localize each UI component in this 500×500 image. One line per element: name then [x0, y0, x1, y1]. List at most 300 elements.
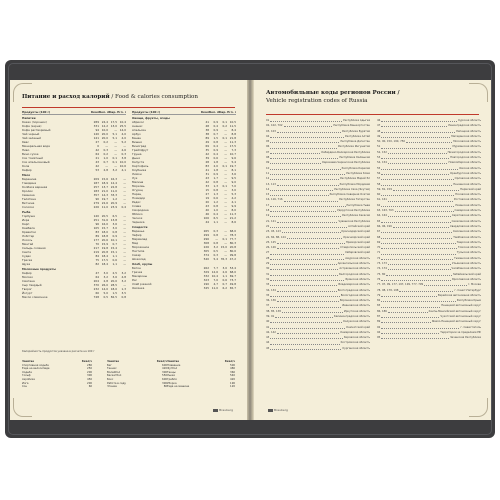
- header-cell: Продукты (100 г): [132, 110, 161, 114]
- region-code: 10: [266, 166, 270, 170]
- food-value: 40: [205, 208, 209, 212]
- region-code: 25, 125: [266, 240, 276, 244]
- activity-header-cell: Ккал/ч: [81, 360, 92, 363]
- food-value: 5,3: [231, 192, 236, 196]
- region-code: 67: [377, 230, 381, 234]
- food-value: 0,7: [222, 282, 227, 286]
- leader-dots: [381, 250, 456, 254]
- region-codes-col1: [266, 118, 370, 351]
- food-value: 21: [95, 156, 99, 160]
- food-value: 0,1: [112, 160, 117, 164]
- food-value: 9,0: [231, 180, 236, 184]
- food-value: 257: [93, 185, 99, 189]
- food-value: 49,8: [229, 282, 236, 286]
- food-value: —: [123, 250, 126, 254]
- right-page: [253, 80, 491, 420]
- region-name: Амурская область: [345, 256, 370, 260]
- region-code: 68: [377, 235, 381, 239]
- food-value: 3,5: [121, 291, 126, 295]
- food-value: 4,8: [121, 275, 126, 279]
- activity-cell: 600: [162, 377, 167, 381]
- leader-dots: [270, 176, 339, 180]
- region-code: 79: [377, 293, 381, 297]
- food-value: 0,4: [213, 152, 218, 156]
- food-value: 1,3: [213, 192, 218, 196]
- food-value: 15,9: [101, 242, 108, 246]
- region-code: 53: [377, 156, 381, 160]
- food-value: 1,2: [112, 197, 117, 201]
- food-name: Перец: [132, 192, 142, 196]
- food-value: 8,6: [231, 220, 236, 224]
- food-value: 2,8: [103, 279, 108, 283]
- food-value: 60: [95, 291, 99, 295]
- page-title: [266, 90, 480, 105]
- food-value: 75: [95, 258, 99, 262]
- food-category: Напитки: [22, 116, 36, 120]
- leader-dots: [393, 187, 459, 191]
- food-name: Сахар: [132, 253, 141, 257]
- region-name: Республика Бурятия: [341, 129, 370, 133]
- leader-dots: [381, 129, 455, 133]
- region-name: Курганская область: [342, 346, 370, 350]
- region-code: 76: [377, 277, 381, 281]
- food-value: —: [123, 262, 126, 266]
- region-name: Алтайский край: [348, 224, 370, 228]
- food-value: 18,4: [101, 262, 108, 266]
- region-name: Удмуртская Республика: [337, 209, 370, 213]
- food-value: 8,8: [231, 132, 236, 136]
- food-value: 64: [95, 152, 99, 156]
- food-value: 43: [205, 204, 209, 208]
- food-value: —: [114, 140, 117, 144]
- food-value: 89: [205, 136, 209, 140]
- region-name: Архангельская область: [337, 262, 370, 266]
- food-value: 1,3: [121, 287, 126, 291]
- food-row: [132, 220, 236, 224]
- food-value: 370: [93, 283, 99, 287]
- brand-name: Brauberg: [274, 408, 288, 412]
- region-name: Чукотский автономный округ: [440, 314, 481, 318]
- region-code: 35: [266, 293, 270, 297]
- region-name: Республика Алтай: [345, 134, 370, 138]
- region-code: 09: [266, 161, 270, 165]
- food-value: 9,6: [231, 156, 236, 160]
- food-value: 53: [95, 168, 99, 172]
- food-value: 15,1: [110, 250, 117, 254]
- food-value: 3,6: [112, 222, 117, 226]
- region-name: Курская область: [458, 119, 481, 122]
- food-value: —: [224, 196, 227, 200]
- region-name: Республика Северная Осетия: [329, 193, 370, 197]
- activity-cell: 80: [163, 385, 167, 389]
- region-code: 31: [266, 272, 270, 276]
- region-name: Иркутская область: [343, 309, 370, 313]
- activity-cell: 360: [230, 370, 235, 374]
- leader-dots: [270, 144, 337, 148]
- leader-dots: [381, 171, 449, 175]
- food-name: Шоколад: [132, 257, 146, 261]
- leader-dots: [381, 303, 440, 307]
- region-code: 58: [377, 182, 381, 186]
- food-name: Сыр твердый: [22, 283, 42, 287]
- food-value: 42: [95, 164, 99, 168]
- food-value: 38: [205, 132, 209, 136]
- leader-dots: [270, 166, 340, 170]
- region-name: Забайкальский край: [452, 272, 481, 276]
- food-value: 70: [95, 242, 99, 246]
- region-name: Астраханская область: [339, 267, 370, 271]
- food-name: Лук: [132, 176, 138, 180]
- region-code: 77, 97, 99, 177, 197, 199, 777, 799: [377, 283, 424, 287]
- region-name: Республика Адыгея: [343, 119, 370, 122]
- activity-cell: 450: [87, 377, 92, 381]
- food-row: [132, 286, 236, 290]
- activity-cell: Спортивная ходьба: [22, 363, 49, 367]
- food-value: —: [224, 160, 227, 164]
- food-value: 204: [93, 279, 99, 283]
- food-value: 6,2: [222, 286, 227, 290]
- region-name: Приморский край: [345, 240, 370, 244]
- food-value: 10,4: [119, 120, 126, 124]
- region-name: Воронежская область: [339, 299, 370, 303]
- food-value: —: [224, 233, 227, 237]
- region-name: г. Севастополь: [460, 325, 481, 329]
- food-name: Вино сухое: [22, 152, 39, 156]
- leader-dots: [270, 203, 345, 207]
- region-code: 44: [266, 341, 270, 345]
- region-name: Волгоградская область: [337, 288, 370, 292]
- header-cell: Ккал: [90, 110, 99, 114]
- region-code: 78, 98, 178, 198: [377, 288, 399, 292]
- region-name: Белгородская область: [339, 272, 370, 276]
- food-value: 19,7: [229, 164, 236, 168]
- region-row: [377, 335, 481, 340]
- region-code: 61, 161: [377, 198, 387, 202]
- food-value: 3,2: [103, 275, 108, 279]
- region-code: 48: [377, 129, 381, 133]
- region-code: 27: [266, 251, 270, 255]
- region-code: 62: [377, 203, 381, 207]
- region-code: 05: [266, 140, 270, 144]
- food-name: Йогурт: [22, 291, 33, 295]
- region-name: Кировская область: [343, 336, 370, 340]
- header-cell: Угл. г: [117, 110, 126, 114]
- food-value: —: [123, 185, 126, 189]
- leader-dots: [270, 346, 341, 350]
- activity-cell: 420: [230, 377, 235, 381]
- food-value: 10,7: [229, 152, 236, 156]
- region-name: Челябинская область: [451, 267, 481, 271]
- food-value: 8,0: [231, 208, 236, 212]
- food-value: 1,1: [112, 262, 117, 266]
- food-value: 0,2: [222, 124, 227, 128]
- food-value: —: [123, 201, 126, 205]
- leader-dots: [277, 288, 337, 292]
- leader-dots: [406, 139, 452, 143]
- title-rule: [266, 114, 479, 115]
- food-name: Треска: [22, 258, 33, 262]
- food-value: 141: [93, 136, 99, 140]
- region-name: Ямало-Ненецкий автономный округ: [431, 320, 481, 324]
- food-name: Хлеб ржаной: [132, 282, 152, 286]
- activity-cell: Гребля: [167, 377, 177, 381]
- food-name: Банан: [132, 136, 142, 140]
- leader-dots: [284, 197, 339, 201]
- leader-dots: [381, 219, 450, 223]
- food-value: 42: [205, 152, 209, 156]
- food-table-header: [132, 110, 236, 115]
- activity-cell: Работа в саду: [107, 381, 126, 385]
- leader-dots: [284, 123, 333, 127]
- region-code: 11: [266, 171, 270, 175]
- activity-cell: Гольф: [22, 374, 31, 378]
- region-code: 23, 93, 123: [266, 230, 281, 234]
- title-en: / Food & calories consumption: [111, 94, 198, 100]
- leader-dots: [381, 176, 453, 180]
- food-value: 219: [93, 250, 99, 254]
- activity-cell: Бег: [107, 363, 112, 367]
- leader-dots: [270, 171, 345, 175]
- activity-cell: 250: [87, 367, 92, 371]
- region-code: 60: [377, 193, 381, 197]
- food-value: 89: [95, 234, 99, 238]
- food-value: 68,0: [229, 229, 236, 233]
- food-value: 0,4: [121, 205, 126, 209]
- region-name: Ханты-Мансийский автономный округ: [428, 309, 481, 313]
- food-value: 3,2: [112, 168, 117, 172]
- activity-cell: 120: [230, 385, 235, 389]
- leader-dots: [277, 182, 339, 186]
- food-value: 0,8: [213, 180, 218, 184]
- region-name: Рязанская область: [455, 203, 481, 207]
- leader-dots: [381, 118, 457, 122]
- region-name: Смоленская область: [452, 230, 481, 234]
- region-name: Калужская область: [343, 320, 370, 324]
- region-code: 19: [266, 214, 270, 218]
- food-value: 0,5: [213, 249, 218, 253]
- activity-cell: Волейбол: [107, 370, 121, 374]
- food-name: Клубника: [132, 168, 147, 172]
- region-name: Пензенская область: [453, 182, 481, 186]
- food-value: —: [224, 216, 227, 220]
- food-value: 10,5: [229, 120, 236, 124]
- region-code: 46: [377, 119, 381, 122]
- region-name: Краснодарский край: [341, 230, 370, 234]
- region-name: г. Москва: [468, 283, 481, 287]
- food-value: 0,3: [213, 229, 218, 233]
- food-value: —: [123, 189, 126, 193]
- food-value: 27: [95, 140, 99, 144]
- food-name: Какао (порошок): [22, 120, 47, 124]
- food-value: 0,6: [222, 278, 227, 282]
- leader-dots: [388, 213, 451, 217]
- region-code: 42, 142: [266, 330, 276, 334]
- region-name: Самарская область: [454, 209, 481, 213]
- food-value: —: [123, 214, 126, 218]
- food-name: Кефир: [22, 168, 32, 172]
- region-code: 55: [377, 166, 381, 170]
- food-value: 0,5: [103, 295, 108, 299]
- leader-dots: [381, 166, 458, 170]
- food-name: Груша: [132, 152, 142, 156]
- activity-table: [22, 360, 236, 389]
- leader-dots: [381, 182, 452, 186]
- food-table-col2: [132, 110, 236, 290]
- food-value: 20,8: [101, 250, 108, 254]
- region-name: Новосибирская область: [448, 161, 481, 165]
- region-code: 92: [377, 325, 381, 329]
- region-name: Ульяновская область: [451, 262, 481, 266]
- food-value: 26,0: [101, 283, 108, 287]
- region-codes-col2: [377, 118, 481, 340]
- food-value: —: [114, 128, 117, 132]
- food-name: Икра: [22, 218, 30, 222]
- food-value: 0,8: [213, 204, 218, 208]
- region-code: 89: [377, 320, 381, 324]
- food-value: 17,5: [101, 258, 108, 262]
- food-value: 3,0: [103, 271, 108, 275]
- food-value: 15,6: [101, 177, 108, 181]
- food-value: 21,8: [229, 136, 236, 140]
- food-value: 289: [93, 120, 99, 124]
- food-value: 5,4: [231, 160, 236, 164]
- activity-cell: 200: [87, 370, 92, 374]
- region-code: 43: [266, 336, 270, 340]
- leader-dots: [381, 277, 451, 281]
- food-value: 42: [95, 148, 99, 152]
- food-name: Колбаса вареная: [22, 185, 48, 189]
- food-value: 0,9: [213, 172, 218, 176]
- region-name: Республика Калмыкия: [339, 156, 370, 160]
- leader-dots: [270, 325, 345, 329]
- food-name: Морковь: [132, 184, 145, 188]
- food-value: —: [224, 140, 227, 144]
- leader-dots: [277, 240, 345, 244]
- food-name: Огурец: [132, 188, 143, 192]
- region-code: 50, 90, 150, 190, 750: [377, 140, 406, 144]
- food-value: 1,0: [213, 208, 218, 212]
- region-name: Красноярский край: [343, 235, 370, 239]
- region-code: 21, 121: [266, 219, 276, 223]
- leader-dots: [270, 261, 336, 265]
- food-value: —: [123, 144, 126, 148]
- food-value: 22,8: [110, 185, 117, 189]
- region-code: 86, 186: [377, 309, 387, 313]
- food-name: Карп: [22, 222, 30, 226]
- left-page: [10, 80, 248, 420]
- food-value: —: [215, 237, 218, 241]
- food-value: 540: [203, 257, 209, 261]
- food-value: 0,1: [222, 120, 227, 124]
- activity-cell: Плавание: [167, 363, 181, 367]
- leader-dots: [381, 325, 459, 329]
- leader-dots: [270, 208, 336, 212]
- food-name: Минеральная вода: [22, 144, 50, 148]
- leader-dots: [381, 203, 454, 207]
- food-value: 0,4: [213, 144, 218, 148]
- food-value: 0,6: [112, 258, 117, 262]
- region-code: 30: [266, 267, 270, 271]
- food-value: 15,4: [110, 246, 117, 250]
- food-value: 3,0: [112, 226, 117, 230]
- region-name: Ставропольский край: [340, 246, 370, 250]
- food-value: 0,9: [213, 148, 218, 152]
- region-name: Республика Мордовия: [339, 182, 370, 186]
- food-value: 69,7: [229, 274, 236, 278]
- food-name: Варенье: [132, 229, 145, 233]
- activity-header-cell: Занятие: [22, 360, 35, 363]
- region-code: 51: [377, 145, 381, 149]
- region-name: Ивановская область: [342, 304, 370, 308]
- leader-dots: [381, 240, 455, 244]
- food-category: Рыба: [22, 210, 31, 214]
- food-value: 77,7: [229, 237, 236, 241]
- food-name: Семга: [22, 250, 31, 254]
- food-value: 12,4: [110, 181, 117, 185]
- leader-dots: [388, 266, 451, 270]
- food-value: 20,0: [110, 279, 117, 283]
- food-name: Смородина: [132, 208, 149, 212]
- food-value: 42: [205, 180, 209, 184]
- activity-header-cell: Ккал/ч: [156, 360, 167, 363]
- food-value: 0,1: [222, 164, 227, 168]
- food-value: 38: [205, 128, 209, 132]
- food-value: 12,6: [211, 270, 218, 274]
- food-value: 20,0: [101, 132, 108, 136]
- region-name: Липецкая область: [455, 129, 481, 133]
- food-row: [22, 262, 126, 266]
- region-code: 59, 81, 159: [377, 187, 392, 191]
- food-value: 0,2: [103, 140, 108, 144]
- food-name: Камбала: [22, 226, 35, 230]
- food-value: 18,9: [101, 181, 108, 185]
- activity-cell: Аэробика: [22, 377, 35, 381]
- food-value: 9,5: [231, 176, 236, 180]
- food-value: 106: [203, 216, 209, 220]
- region-code: 71: [377, 251, 381, 255]
- leader-dots: [393, 224, 449, 228]
- food-name: Зефир: [132, 233, 142, 237]
- activity-cell: Бокс: [107, 377, 114, 381]
- food-value: 35: [205, 148, 209, 152]
- food-value: 0,6: [213, 156, 218, 160]
- food-value: 10,1: [110, 238, 117, 242]
- leader-dots: [270, 155, 338, 159]
- food-value: 357: [93, 193, 99, 197]
- food-value: —: [224, 188, 227, 192]
- food-value: 46: [205, 212, 209, 216]
- food-value: 232: [93, 287, 99, 291]
- region-code: 33: [266, 283, 270, 287]
- food-value: 5,4: [213, 257, 218, 261]
- food-value: 329: [203, 270, 209, 274]
- leader-dots: [381, 314, 439, 318]
- food-name: Грейпфрут: [132, 148, 149, 152]
- region-name: Тульская область: [456, 251, 481, 255]
- food-value: 82,5: [110, 295, 117, 299]
- food-name: Судак: [22, 254, 31, 258]
- activity-cell: 280: [87, 363, 92, 367]
- food-name: Кофе растворимый: [22, 128, 51, 132]
- region-code: 14: [266, 187, 270, 191]
- food-value: 69: [205, 144, 209, 148]
- food-value: 1,5: [213, 136, 218, 140]
- food-value: 3,2: [121, 271, 126, 275]
- food-value: 2,5: [112, 271, 117, 275]
- food-value: 12,2: [101, 124, 108, 128]
- food-value: —: [224, 212, 227, 216]
- food-value: 1,8: [213, 168, 218, 172]
